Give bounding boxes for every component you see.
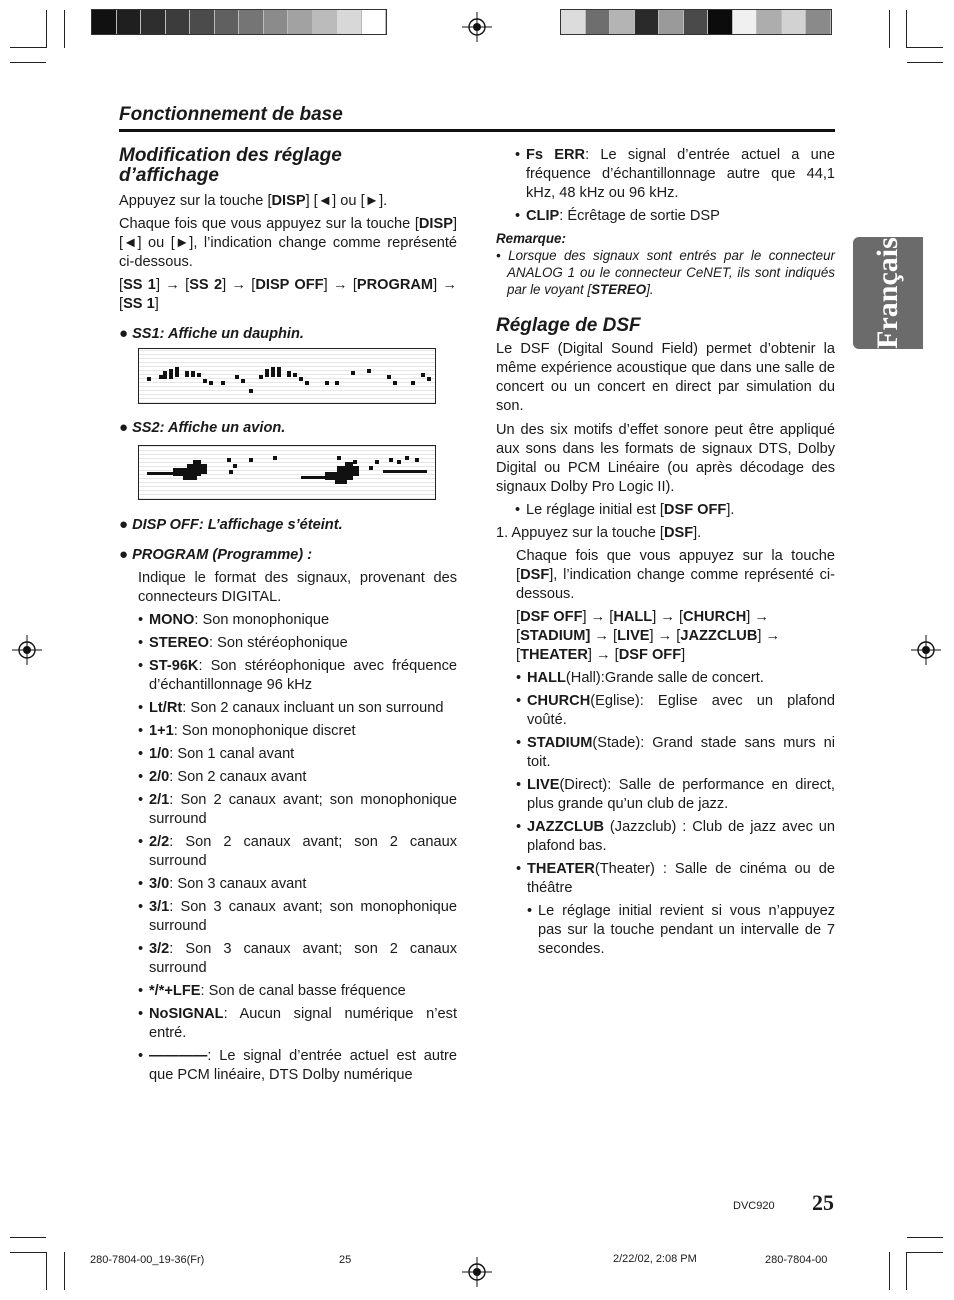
item-text: (Direct): Salle de performance en direct, plus grande qu’un club de jazz.	[527, 777, 835, 812]
dsf-mode-item: • LIVE(Direct): Salle de performance en direct, plus grande qu’un club de jazz.	[516, 777, 835, 812]
color-swatch	[264, 10, 289, 34]
program-heading: ● PROGRAM (Programme) :	[119, 546, 313, 563]
color-swatch	[561, 10, 586, 34]
item-text: (Hall):Grande salle de concert.	[565, 670, 764, 686]
color-swatch	[610, 10, 635, 34]
color-swatch	[684, 10, 709, 34]
dsf-title: Réglage de DSF	[496, 315, 641, 336]
trim-mark	[46, 1252, 47, 1290]
color-swatch	[166, 10, 191, 34]
program-format-item: • 2/0: Son 2 canaux avant	[138, 769, 307, 785]
color-swatch	[635, 10, 660, 34]
trim-mark	[907, 47, 943, 48]
header-rule	[119, 129, 835, 132]
item-key: 1+1	[149, 723, 174, 739]
program-intro: Indique le format des signaux, provenant des connecteurs DIGITAL.	[138, 570, 457, 605]
program-format-item: • 3/1: Son 3 canaux avant; son monophonique surround	[138, 899, 457, 934]
color-swatch	[190, 10, 215, 34]
file-reference: 280-7804-00_19-36(Fr)	[90, 1254, 205, 1266]
color-swatch	[782, 10, 807, 34]
color-swatch	[659, 10, 684, 34]
trim-mark	[64, 1252, 65, 1290]
program-format-item: • 1/0: Son 1 canal avant	[138, 746, 295, 762]
color-swatch	[757, 10, 782, 34]
trim-mark	[10, 62, 46, 63]
color-swatch	[733, 10, 758, 34]
program-format-item: • Lt/Rt: Son 2 canaux incluant un son surround	[138, 700, 444, 716]
trim-mark	[889, 1252, 890, 1290]
item-key: 3/1	[149, 899, 170, 915]
item-text: : Son de canal basse fréquence	[200, 983, 406, 999]
item-text: : Son stéréophonique	[209, 635, 348, 651]
section-title: Modification des réglage d’affichage	[119, 145, 342, 186]
print-timestamp: 2/22/02, 2:08 PM	[613, 1253, 697, 1265]
airplane-pixel-art	[139, 446, 435, 499]
item-text: : Son stéréophonique avec fréquence d’échantillonnage 96 kHz	[149, 658, 457, 693]
item-text: : Son 2 canaux avant; son 2 canaux surround	[149, 834, 457, 869]
program-format-item: • NoSIGNAL: Aucun signal numérique n’est entré.	[138, 1006, 457, 1041]
item-key: STADIUM	[527, 735, 593, 751]
item-key: 1/0	[149, 746, 170, 762]
trim-mark	[906, 10, 907, 48]
item-text: : Son 2 canaux avant; son monophonique surround	[149, 792, 457, 827]
color-swatch	[806, 10, 831, 34]
item-key: NoSIGNAL	[149, 1006, 224, 1022]
remark-title: Remarque:	[496, 231, 566, 246]
color-swatch	[313, 10, 338, 34]
item-key: LIVE	[527, 777, 560, 793]
item-text: : Son 1 canal avant	[169, 746, 295, 762]
item-text: : Le signal d’entrée actuel est autre que PCM linéaire, DTS Dolby numérique	[149, 1048, 457, 1083]
dsf-paragraph-1: Le DSF (Digital Sound Field) permet d’obtenir la même expérience acoustique que dans une salle de concert ou un concert en direct par simulation du son.	[496, 341, 835, 414]
final-note: • Le réglage initial revient si vous n’appuyez pas sur la touche pendant un intervalle de 7 secondes.	[527, 903, 835, 957]
item-text: : Son monophonique discret	[173, 723, 356, 739]
paragraph: Appuyez sur la touche [DISP] [◄] ou [►].	[119, 193, 388, 209]
item-text: : Son monophonique	[194, 612, 330, 628]
left-column-program	[119, 515, 457, 1089]
color-swatch	[337, 10, 362, 34]
item-key: 2/2	[149, 834, 170, 850]
item-text: (Eglise): Eglise avec un plafond voûté.	[527, 693, 835, 728]
registration-mark-icon	[911, 635, 941, 665]
item-text: (Jazzclub) : Club de jazz avec un plafond bas.	[527, 819, 835, 854]
trim-mark	[10, 1237, 46, 1238]
item-text: : Son 3 canaux avant	[169, 876, 307, 892]
item-key: 3/2	[149, 941, 170, 957]
trim-mark	[10, 1252, 46, 1253]
color-swatch	[586, 10, 611, 34]
step-1-detail: Chaque fois que vous appuyez sur la touche [DSF], l’indication change comme représenté ci-dessous.	[516, 548, 835, 602]
program-format-list-cont	[496, 146, 835, 226]
program-format-item: • 3/0: Son 3 canaux avant	[138, 876, 307, 892]
lcd-ss1-dolphin	[138, 348, 436, 404]
program-format-item: • 2/1: Son 2 canaux avant; son monophonique surround	[138, 792, 457, 827]
dsf-mode-item: • THEATER(Theater) : Salle de cinéma ou de théâtre	[516, 861, 835, 896]
item-text: : Son 2 canaux incluant un son surround	[182, 700, 444, 716]
item-key: JAZZCLUB	[527, 819, 605, 835]
trim-mark	[907, 62, 943, 63]
ss2-heading: ● SS2: Affiche un avion.	[119, 419, 286, 436]
left-column-cont	[119, 418, 457, 438]
program-format-list	[138, 611, 457, 1085]
trim-mark	[64, 10, 65, 48]
item-text: (Stade): Grand stade sans murs ni toit.	[527, 735, 835, 770]
program-format-item: • Fs ERR: Le signal d’entrée actuel a une fréquence d’échantillonnage autre que 44,1 kHz, 48 kHz ou 96 kHz.	[515, 147, 835, 201]
item-text: : Son 3 canaux avant; son monophonique surround	[149, 899, 457, 934]
item-key: */*+LFE	[149, 983, 201, 999]
remark-text: • Lorsque des signaux sont entrés par le connecteur ANALOG 1 ou le connecteur CeNET, ils sont indiqués par le voyant [STEREO].	[496, 248, 835, 297]
item-key: ————	[149, 1048, 208, 1064]
item-text: : Son 2 canaux avant	[169, 769, 307, 785]
program-format-item: • 2/2: Son 2 canaux avant; son 2 canaux surround	[138, 834, 457, 869]
item-key: ST-96K	[149, 658, 199, 674]
dolphin-pixel-art	[139, 349, 435, 403]
item-key: HALL	[527, 670, 566, 686]
program-format-item: • ————: Le signal d’entrée actuel est autre que PCM linéaire, DTS Dolby numérique	[138, 1048, 457, 1083]
ss1-heading: ● SS1: Affiche un dauphin.	[119, 325, 304, 342]
item-key: Fs ERR	[526, 147, 586, 163]
dsf-mode-item: • STADIUM(Stade): Grand stade sans murs ni toit.	[516, 735, 835, 770]
item-key: CLIP	[526, 208, 560, 224]
trim-mark	[907, 1252, 943, 1253]
model-code: DVC920	[733, 1200, 775, 1212]
item-text: : Aucun signal numérique n’est entré.	[149, 1006, 457, 1041]
page-number: 25	[812, 1190, 834, 1215]
step-1: 1. Appuyez sur la touche [DSF].	[496, 525, 702, 541]
color-calibration-strip	[560, 9, 832, 35]
registration-mark-icon	[462, 1257, 492, 1287]
item-text: (Theater) : Salle de cinéma ou de théâtre	[527, 861, 835, 896]
item-key: CHURCH	[527, 693, 591, 709]
language-tab-label: Français	[871, 237, 904, 349]
color-swatch	[117, 10, 142, 34]
language-tab	[853, 237, 923, 349]
trim-mark	[906, 1252, 907, 1290]
program-format-item: • */*+LFE: Son de canal basse fréquence	[138, 983, 406, 999]
trim-mark	[889, 10, 890, 48]
section-header: Fonctionnement de base	[119, 104, 343, 125]
program-format-item: • MONO: Son monophonique	[138, 612, 330, 628]
program-format-item: • ST-96K: Son stéréophonique avec fréquence d’échantillonnage 96 kHz	[138, 658, 457, 693]
item-text: : Écrêtage de sortie DSP	[559, 208, 720, 224]
color-swatch	[708, 10, 733, 34]
registration-mark-icon	[462, 12, 492, 42]
color-swatch	[141, 10, 166, 34]
program-format-item: • STEREO: Son stéréophonique	[138, 635, 348, 651]
color-swatch	[288, 10, 313, 34]
dsf-mode-list	[516, 669, 835, 898]
trim-mark	[10, 47, 46, 48]
lcd-ss2-airplane	[138, 445, 436, 500]
dispoff-heading: ● DISP OFF: L’affichage s’éteint.	[119, 516, 343, 533]
program-format-item: • 3/2: Son 3 canaux avant; son 2 canaux surround	[138, 941, 457, 976]
item-text: : Le signal d’entrée actuel a une fréquence d’échantillonnage autre que 44,1 kHz, 48 kHz ou 96 kHz.	[526, 147, 835, 201]
color-swatch	[362, 10, 387, 34]
item-key: MONO	[149, 612, 195, 628]
item-key: Lt/Rt	[149, 700, 183, 716]
item-key: 2/0	[149, 769, 170, 785]
color-swatch	[239, 10, 264, 34]
dsf-sequence: [DSF OFF] → [HALL] → [CHURCH] → [STADIUM] → [LIVE] → [JAZZCLUB] → [THEATER] → [DSF OFF]	[516, 609, 781, 663]
trim-mark	[46, 10, 47, 48]
paragraph: Chaque fois que vous appuyez sur la touche [DISP] [◄] ou [►], l’indication change comme représenté ci-dessous.	[119, 216, 457, 270]
item-key: 2/1	[149, 792, 170, 808]
color-swatch	[215, 10, 240, 34]
trim-mark	[907, 1237, 943, 1238]
item-text: : Son 3 canaux avant; son 2 canaux surround	[149, 941, 457, 976]
registration-mark-icon	[12, 635, 42, 665]
right-column	[496, 146, 835, 963]
part-number: 280-7804-00	[765, 1254, 828, 1266]
program-format-item: • CLIP: Écrêtage de sortie DSP	[515, 208, 720, 224]
item-key: STEREO	[149, 635, 210, 651]
color-calibration-strip	[91, 9, 387, 35]
dsf-mode-item: • JAZZCLUB (Jazzclub) : Club de jazz avec un plafond bas.	[516, 819, 835, 854]
left-column	[119, 146, 457, 344]
item-key: 3/0	[149, 876, 170, 892]
dsf-mode-item: • CHURCH(Eglise): Eglise avec un plafond voûté.	[516, 693, 835, 728]
dsf-mode-item: • HALL(Hall):Grande salle de concert.	[516, 670, 764, 686]
color-swatch	[92, 10, 117, 34]
dsf-initial-note: • Le réglage initial est [DSF OFF].	[515, 502, 735, 518]
program-format-item: • 1+1: Son monophonique discret	[138, 723, 356, 739]
sheet-number: 25	[339, 1254, 352, 1266]
display-sequence: [SS 1] → [SS 2] → [DISP OFF] → [PROGRAM] → [SS 1]	[119, 277, 458, 312]
dsf-paragraph-2: Un des six motifs d’effet sonore peut être appliqué aux sons dans les formats de signaux DTS, Dolby Digital ou PCM Linéaire (ou après décodage des signaux Dolby Pro Logic II).	[496, 422, 835, 495]
item-key: THEATER	[527, 861, 595, 877]
